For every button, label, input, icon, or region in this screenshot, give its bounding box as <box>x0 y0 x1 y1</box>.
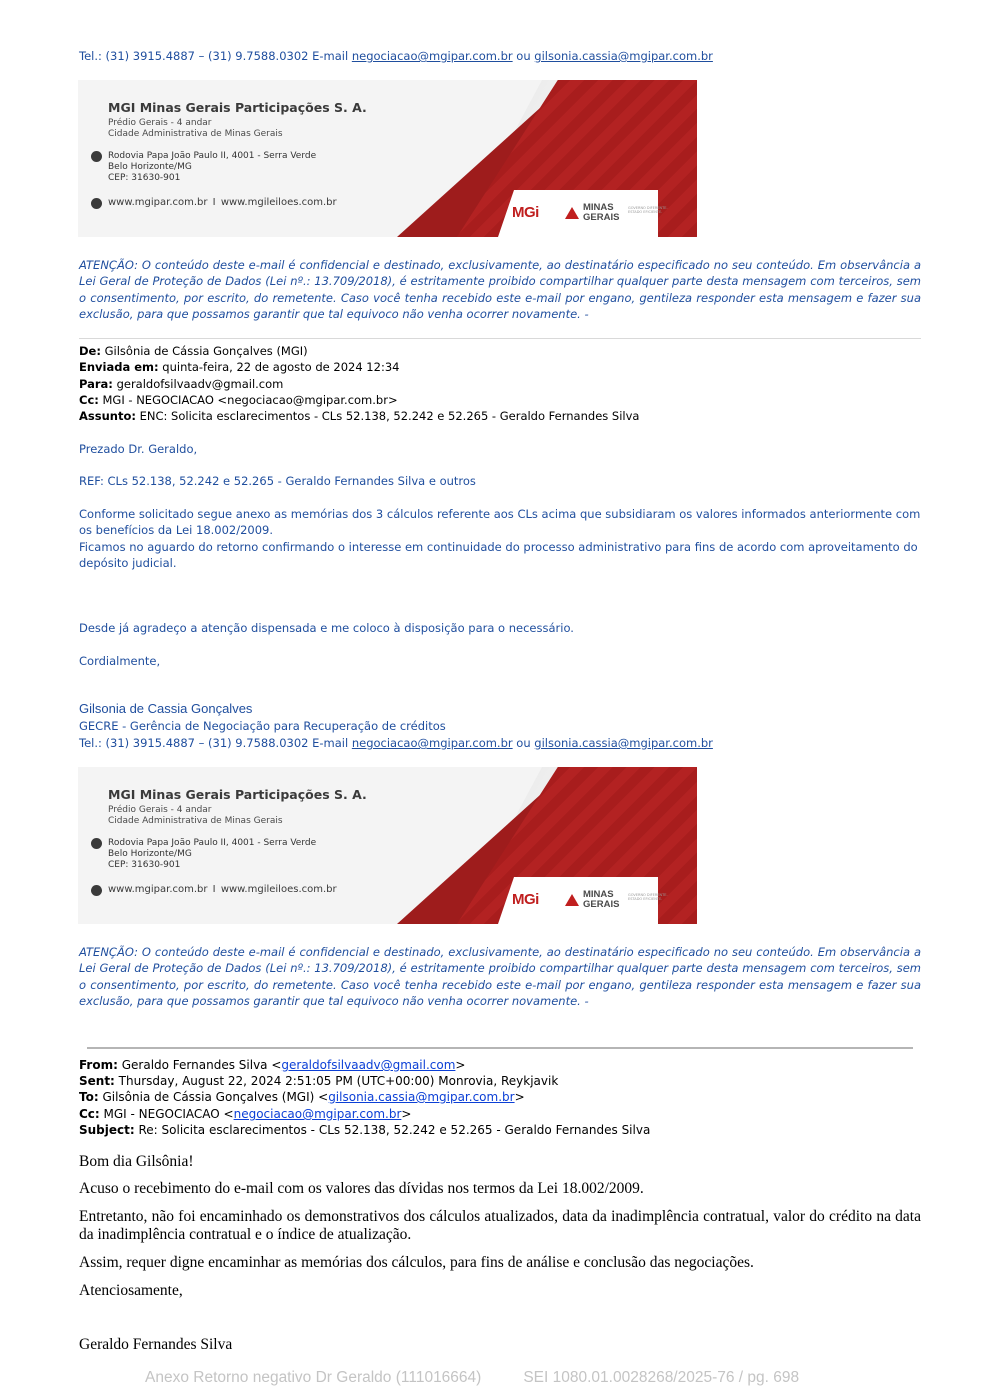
reply-paragraph-1: Acuso o recebimento do e-mail com os valores das dívidas nos termos da Lei 18.002/2009. <box>79 1180 644 1197</box>
email-link-gilsonia-2[interactable]: gilsonia.cassia@mgipar.com.br <box>534 736 713 750</box>
banner-cep: CEP: 31630-901 <box>108 173 181 183</box>
mgi-logo: MGi <box>512 204 539 221</box>
banner-cep: CEP: 31630-901 <box>108 860 181 870</box>
confidentiality-warning: ATENÇÃO: O conteúdo deste e-mail é confidencial e destinado, exclusivamente, ao destinatário especificado no seu conteúdo. Em observância a Lei Geral de Proteção de Dados (Lei nº.: 13.709/2018), é estritamente proibido compartilhar qualquer parte desta mensagem com terceiros, sem o consentimento, por escrito, do remetente. Caso você tenha recebido este e-mail por engano, gentileza responder esta mensagem e fazer sua exclusão, para que possamos garantir que tal equivoco não venha ocorrer novamente. - <box>79 258 921 322</box>
globe-icon <box>91 885 102 896</box>
email-link-negociacao-2[interactable]: negociacao@mgipar.com.br <box>351 736 513 750</box>
email-link-negociacao[interactable]: negociacao@mgipar.com.br <box>351 49 513 63</box>
to-email-link[interactable]: gilsonia.cassia@mgipar.com.br <box>328 1090 515 1104</box>
location-pin-icon <box>91 838 102 849</box>
banner-websites: www.mgipar.com.br I www.mgileiloes.com.br <box>108 197 337 208</box>
header-sent: Enviada em: quinta-feira, 22 de agosto de 2024 12:34 <box>79 360 400 374</box>
reply-closing: Atenciosamente, <box>79 1282 183 1299</box>
signature-name: Gilsonia de Cassia Gonçalves <box>79 701 253 716</box>
email-paragraph-3: Desde já agradeço a atenção dispensada e me coloco à disposição para o necessário. <box>79 621 574 635</box>
banner-address: Rodovia Papa João Paulo II, 4001 - Serra Verde <box>108 151 317 161</box>
mgi-logo: MGi <box>512 891 539 908</box>
government-slogan: GOVERNO DIFERENTE. ESTADO EFICIENTE. <box>628 206 668 214</box>
email-link-gilsonia[interactable]: gilsonia.cassia@mgipar.com.br <box>534 49 713 63</box>
page-footer <box>145 1369 799 1387</box>
reply-signature: Geraldo Fernandes Silva <box>79 1336 233 1353</box>
globe-icon <box>91 198 102 209</box>
from-email-link[interactable]: geraldofsilvaadv@gmail.com <box>281 1058 456 1072</box>
banner-city: Belo Horizonte/MG <box>108 162 192 172</box>
location-pin-icon <box>91 151 102 162</box>
minas-gerais-logo-icon <box>565 894 579 906</box>
signature-contact-line-2: Tel.: (31) 3915.4887 – (31) 9.7588.0302 E-mail negociacao@mgipar.com.br ou gilsonia.cassia@mgipar.com.br <box>79 736 713 750</box>
banner-building: Prédio Gerais - 4 andar <box>108 118 212 128</box>
header2-to: To: Gilsônia de Cássia Gonçalves (MGI) <gilsonia.cassia@mgipar.com.br> <box>79 1090 525 1104</box>
header2-cc: Cc: MGI - NEGOCIACAO <negociacao@mgipar.com.br> <box>79 1107 412 1121</box>
signature-department: GECRE - Gerência de Negociação para Recuperação de créditos <box>79 719 446 733</box>
banner-building: Prédio Gerais - 4 andar <box>108 805 212 815</box>
email-paragraph-1: Conforme solicitado segue anexo as memórias dos 3 cálculos referente aos CLs acima que subsidiaram os valores informados anteriormente com os benefícios da Lei 18.002/2009. <box>79 507 921 538</box>
footer-process-number: SEI 1080.01.0028268/2025-76 / pg. 698 <box>523 1369 800 1386</box>
reply-paragraph-2: Entretanto, não foi encaminhado os demonstrativos dos cálculos atualizados, data da inadimplência contratual, valor do crédito na data da inadimplência contratual e o índice de atualização. <box>79 1208 921 1243</box>
company-banner-2 <box>78 767 697 924</box>
minas-gerais-logo-icon <box>565 207 579 219</box>
banner-city-admin: Cidade Administrativa de Minas Gerais <box>108 816 283 826</box>
email-paragraph-2: Ficamos no aguardo do retorno confirmando o interesse em continuidade do processo administrativo para fins de acordo com aproveitamento do depósito judicial. <box>79 540 918 571</box>
government-slogan: GOVERNO DIFERENTE. ESTADO EFICIENTE. <box>628 893 668 901</box>
header-from: De: Gilsônia de Cássia Gonçalves (MGI) <box>79 344 308 358</box>
header2-sent: Sent: Thursday, August 22, 2024 2:51:05 PM (UTC+00:00) Monrovia, Reykjavik <box>79 1074 559 1088</box>
header2-subject: Subject: Re: Solicita esclarecimentos - CLs 52.138, 52.242 e 52.265 - Geraldo Fernandes Silva <box>79 1123 651 1137</box>
reply-paragraph-3: Assim, requer digne encaminhar as memórias dos cálculos, para fins de análise e conclusão das negociações. <box>79 1254 754 1271</box>
header2-from: From: Geraldo Fernandes Silva <geraldofsilvaadv@gmail.com> <box>79 1058 466 1072</box>
banner-company-name: MGI Minas Gerais Participações S. A. <box>108 100 367 115</box>
cc-email-link[interactable]: negociacao@mgipar.com.br <box>233 1107 402 1121</box>
email-greeting: Prezado Dr. Geraldo, <box>79 442 198 456</box>
confidentiality-warning-2: ATENÇÃO: O conteúdo deste e-mail é confidencial e destinado, exclusivamente, ao destinatário especificado no seu conteúdo. Em observância a Lei Geral de Proteção de Dados (Lei nº.: 13.709/2018), é estritamente proibido compartilhar qualquer parte desta mensagem com terceiros, sem o consentimento, por escrito, do remetente. Caso você tenha recebido este e-mail por engano, gentileza responder esta mensagem e fazer sua exclusão, para que possamos garantir que tal equivoco não venha ocorrer novamente. - <box>79 945 921 1009</box>
reply-greeting: Bom dia Gilsônia! <box>79 1153 194 1170</box>
email-closing: Cordialmente, <box>79 654 161 668</box>
banner-city: Belo Horizonte/MG <box>108 849 192 859</box>
divider-2 <box>87 1047 913 1049</box>
banner-websites: www.mgipar.com.br I www.mgileiloes.com.br <box>108 884 337 895</box>
banner-company-name: MGI Minas Gerais Participações S. A. <box>108 787 367 802</box>
banner-city-admin: Cidade Administrativa de Minas Gerais <box>108 129 283 139</box>
divider <box>79 338 921 339</box>
header-cc: Cc: MGI - NEGOCIACAO <negociacao@mgipar.com.br> <box>79 393 398 407</box>
header-subject: Assunto: ENC: Solicita esclarecimentos - CLs 52.138, 52.242 e 52.265 - Geraldo Fernandes Silva <box>79 409 640 423</box>
signature-contact-line: Tel.: (31) 3915.4887 – (31) 9.7588.0302 E-mail negociacao@mgipar.com.br ou gilsonia.cassia@mgipar.com.br <box>79 49 713 63</box>
company-banner <box>78 80 697 237</box>
minas-gerais-logo-text: MINAS GERAIS <box>583 202 620 223</box>
email-reference: REF: CLs 52.138, 52.242 e 52.265 - Geraldo Fernandes Silva e outros <box>79 474 476 488</box>
header-to: Para: geraldofsilvaadv@gmail.com <box>79 377 284 391</box>
banner-address: Rodovia Papa João Paulo II, 4001 - Serra Verde <box>108 838 317 848</box>
minas-gerais-logo-text: MINAS GERAIS <box>583 889 620 910</box>
footer-document-title: Anexo Retorno negativo Dr Geraldo (111016664) <box>145 1369 482 1386</box>
